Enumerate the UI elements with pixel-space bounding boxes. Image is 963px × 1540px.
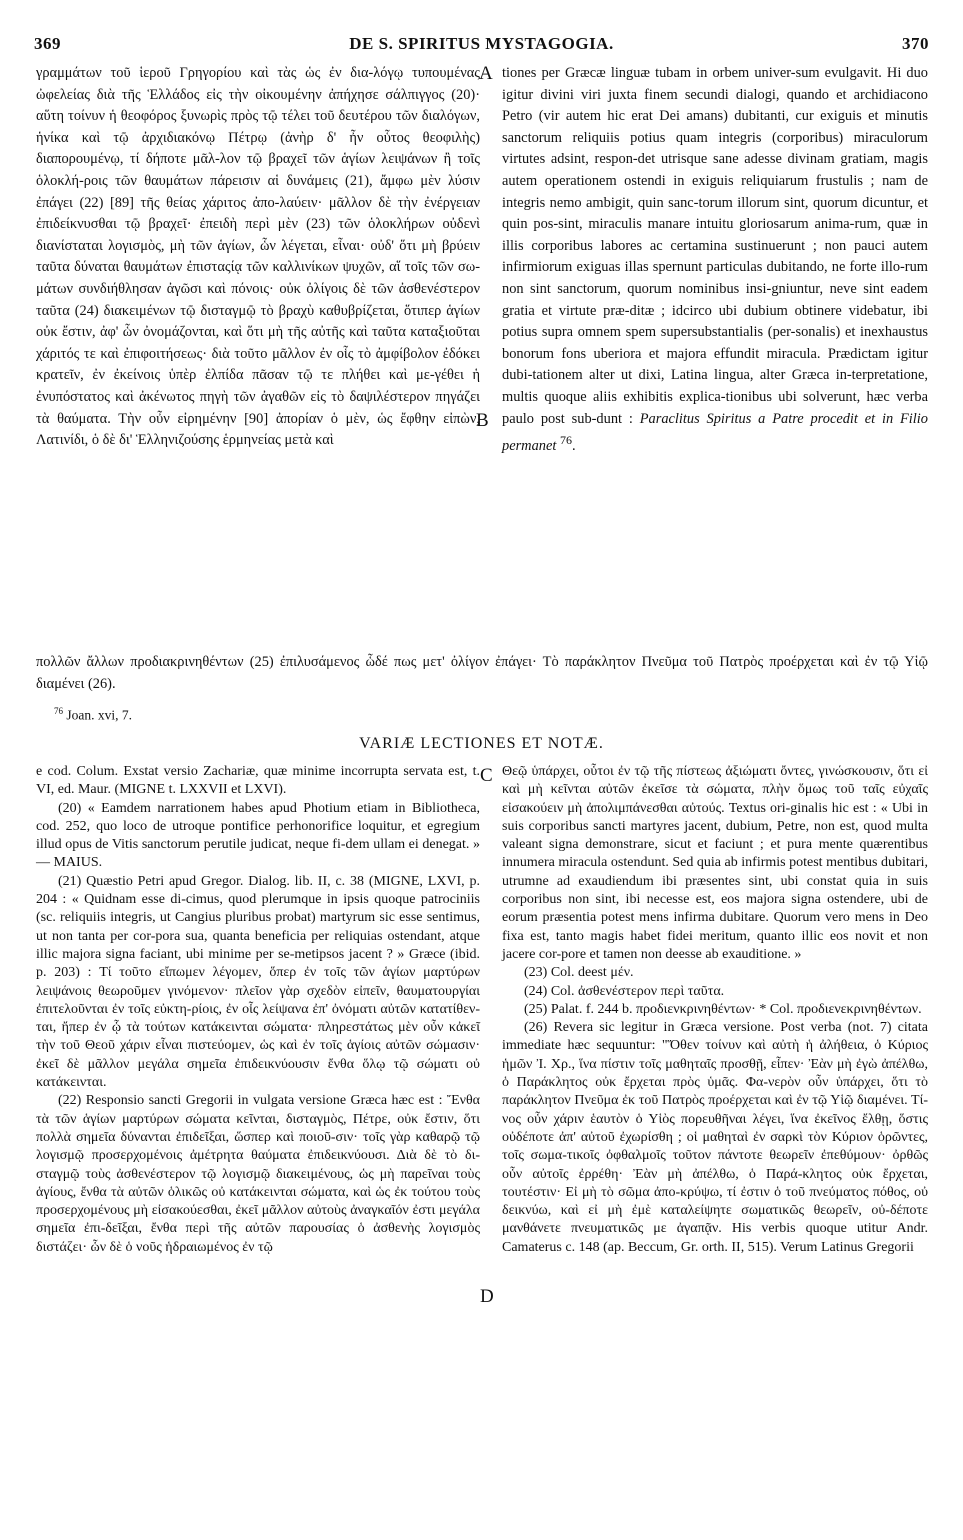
margin-letter-a: A	[479, 63, 493, 84]
running-title: DE S. SPIRITUS MYSTAGOGIA.	[349, 34, 614, 53]
greek-span-text: πολλῶν ἄλλων προδιακρινηθέντων (25) ἐπιλυσάμενος ὧδέ πως μετ' ὀλίγον ἐπάγει· Τὸ παράκλητον Πνεῦμα τοῦ Πατρὸς προέρχεται καὶ ἐν τῷ Υἱῷ διαμένει (26).	[36, 654, 928, 692]
footnote	[54, 706, 132, 724]
latin-footnote-ref: 76	[559, 433, 572, 448]
note-paragraph: (23) Col. deest μέν.	[524, 965, 634, 981]
latin-text	[502, 63, 928, 457]
latin-column-top	[502, 63, 928, 457]
latin-text-main: tiones per Græcæ linguæ tubam in orbem univer-sum evulgavit. Hi duo igitur divini viri juxta finem secundi dialogi, quando et archidiacono Petro (vir autem hic erat Dei amans) dubitanti, cur exiguis et minutis sanctorum reliquiis potius quam integris (corporibus) miraculorum virtutes adsint, respon-det utrisque sane adesse divinam gratiam, magis autem operationem ostendi in exiguis reliquiarum frustulis ; nam de integris nemo ambigit, quin sanc-torum illorum sint, quorum dicuntur, et quin pos-sint, miraculis manare intuitu gloriosarum anima-rum, quæ in illis corporibus labores ac certamina sustinuerunt ; non pauci autem infirmiorum exiguas illas spernunt particulas dubitando, ne forte illo-rum non sint sanctorum, quorum nominibus insi-gniuntur, neve sint eadem gratia et virtute præ-ditæ ; idcirco ubi dubium obtinere videbatur, ibi potius supra omnem spem supersubstantialis (per-sonalis) et inexhaustus bonorum fons uberiora et majora effundit miracula. Prædictam igitur dubi-tationem alter ut dixi, Latina lingua, alter Græca in-terpretatione, multis quoque aliis exhibitis explica-tionibus ubi solverunt, hæc verba paulo post sub-dunt :	[502, 65, 928, 427]
note-paragraph: (26) Revera sic legitur in Græca versione. Post verba (not. 7) citata immediate hæc sequuntur: "Ὅθεν τοίνυν καὶ αὐτὴ ἡ ἀλήθεια, ὁ Κύριος ἡμῶν Ἰ. Χρ., ἵνα πίστιν τοῖς μαθηταῖς προσθῇ, εἶπεν· Ἐὰν μὴ ἐγὼ ἀπέλθω, ὁ Παράκλητος οὐκ ἔρχεται πρὸς ὑμᾶς. Φα-νερὸν οὖν ὑπάρχει, ὅτι τὸ παράκλητον Πνεῦμα ἐκ τοῦ Πατρὸς προέρχεται καὶ ἐν τῷ Υἱῷ διαμένει. Τί-νος οὖν χάριν ἑαυτὸν ὁ Υἱὸς πορευθῆναι λέγει, ἵνα ἐκεῖνος ἔλθῃ, ὅστις οὐδέποτε ἀπ' αὐτοῦ ἐχωρίσθη ; οἱ μαθηταὶ ἐν σαρκὶ τὸν Κύριον ὁρῶντες, τοῖς σωμα-τικοῖς ὀφθαλμοῖς τοῦτον πάντοτε θεωρεῖν ἐπεθύμουν· ὀρθῶς οὖν αὐτοῖς ἐρρέθη· Ἐὰν μὴ ἀπέλθω, ὁ Παρά-κλητος οὐκ ἔρχεται, τουτέστιν· Εἰ μὴ τὸ σῶμα ἀπο-κρύψω, τί ἐστιν ὁ τοῦ πνεύματος πόθος, οὐ δεικνύω, καὶ εἰ μὴ ἐμὲ καταλείψητε σωματικῶς θεωρεῖν, οὐ-δέποτε μανθάνετε πνευματικῶς με ἀγαπᾷν. His verbis quoque utitur Andr. Camaterus c. 148 (ap. Beccum, Gr. orth. II, 515). Verum Latinus Gregorii	[502, 1020, 928, 1255]
note-paragraph: (20) « Eamdem narrationem habes apud Photium etiam in Bibliotheca, cod. 252, quo loco de utroque pontifice perhonorifice loquitur, et egregium illud opus de Vitis sanctorum perutile judicat, neque fi-dem ullam ei denegat. » — MAIUS.	[36, 800, 480, 871]
greek-text: γραμμάτων τοῦ ἱεροῦ Γρηγορίου καὶ τὰς ὡς ἐν δια-λόγῳ τυπουμένας ὠφελείας διὰ τῆς Ἑλλάδος εἰς τὴν οἰκουμένην ἀπήχησε σάλπιγγος (20)· αὕτη τοίνυν ἡ θεοφόρος ξυνωρὶς πρὸς τῷ τέλει τοῦ δευτέρου τῶν διαλόγων, ἡνίκα καὶ τῷ ἀρχιδιακόνῳ Πέτρῳ (ἀνὴρ δ' ἦν οὗτος θεοφιλὴς) διαπορουμένῳ, τί δήποτε μᾶλ-λον τῷ βραχεῖ τῶν ἁγίων λειψάνων ἢ τοῖς ὁλοκλή-ροις τῶν θαυμάτων πάρεισιν αἱ δυνάμεις (21), ἄμφω μὲν λύσιν ἐπάγει (22) [89] τῆς θείας χάριτος ἀπο-λαύειν· μᾶλλον δὲ τὴν ἐνέργειαν ἐπιδείκνυσθαι τῷ βραχεῖ· ἐπειδὴ περὶ μὲν (23) τῶν ὁλοκλήρων οὐδενὶ διανίσταται λογισμὸς, μὴ τῶν ἁγίων, ὧν λέγεται, εἶναι· οὐδ' ὅτι μὴ βρύειν ταῦτα δύναται θαυμάτων ἐπισταςίᾳ τῶν καλλινίκων ψυχῶν, αἵ τοῖς τῶν σω-μάτων συνδιήθλησαν ἀγῶσι καὶ πόνοις· οὐκ ὀλίγοις δὲ τῶν ἀσθενέστερον ταῦτα (24) διακειμένων τῷ δισταγμῷ τὸ βραχὺ καθυβρίζεται, ὅτιπερ ἁγίων οὐκ ἔστιν, ἀφ' ὧν ὀνομάζονται, καὶ ὅτι μὴ τῆς αὐτῆς καὶ ταῦτα καταξιοῦται χάριτός τε καὶ ἐπιφοιτήσεως· διὰ τοῦτο μᾶλλον ἐν οἷς τὸ ἀμφίβολον ἐδόκει κρατεῖν, ἐν ἐκείνοις ὑπὲρ ἐλπίδα πᾶσαν τῷ τε πλήθει καὶ με-γέθει ἡ ἐνυπόστατος καὶ ἀκένωτος πηγὴ τῶν ἀγαθῶν εἰς τὸ δαψιλέστερον πηγάζει τὰ θαύματα. Τὴν οὖν εἰρημένην [90] ἀπορίαν ὁ μὲν, ὡς ἔφθην εἰπὼν, Λατινίδι, ὁ δὲ δι' Ἑλληνιζούσης ἑρμηνείας μετὰ καὶ	[36, 65, 480, 449]
latin-quote: Paraclitus Spiritus a Patre procedit et in Filio permanet	[502, 410, 929, 454]
margin-letter-b: B	[476, 410, 489, 431]
variae-lectiones-title: VARIÆ LECTIONES ET NOTÆ.	[359, 735, 604, 752]
page-number-left: 369	[34, 34, 61, 53]
margin-letter-c: C	[480, 765, 493, 786]
page-number-right: 370	[902, 34, 929, 53]
greek-full-width-text	[36, 652, 928, 695]
note-paragraph: Θεῷ ὑπάρχει, οὗτοι ἐν τῷ τῆς πίστεως ἀξιώματι ὄντες, γινώσκουσιν, ὅτι εἰ καὶ μὴ κεῖνται αὐτῶν ἐκεῖσε τὰ σώματα, πλὴν ὅμως τοῦ ταῖς εὐχαῖς εἰσακούειν μὴ ἀπολιμπάνεσθαι αὐτούς. Textus ori-ginalis hic est : « Ubi in suis corporibus sancti martyres jacent, dubium, Petre, non est, quod multa valeant signa demonstrare, sicut et faciunt ; et pura mente quærentibus innumera miracula ostendunt. Sed quia ab infirmis potest mentibus dubitari, utrumne ad exaudiendum ibi præsentes sint, ubi constat quia in suis corporibus non sint, ibi necesse est, eos majora signa ostendere, ubi de eorum præsentia potest mens infirma dubitare. Quorum vero mens in Deo fixa est, tanto magis habet fidei meritum, quanto illic eos novit et non jacere cor-pore et tamen non deesse ab exauditione. »	[502, 764, 928, 962]
note-paragraph: (21) Quæstio Petri apud Gregor. Dialog. lib. II, c. 38 (MIGNE, LXVI, p. 204 : « Quidnam esse di-cimus, quod plerumque in ipsis quoque patrociniis (sc. reliquiis integris, ut Cangius pluribus probat) martyrum sic esse sentimus, ut non tanta per cor-pora sua, quanta beneficia per reliquias ostendant, atque illic majora signa faciant, ubi minime per se-metipsos jacent ? » Græce (ibid. p. 203) : Τί τοῦτο εἴπωμεν λέγομεν, ὅπερ ἐν τοῖς τῶν ἁγίων μαρτύρων λειψάνοις θεωροῦμεν γινόμενον· πλεῖον γὰρ σχεδὸν εἰπεῖν, θαυματουργίαι ἐπιτελοῦνται ἐν τοῖς εὐκτη-ρίοις, ἐν οἷς λείψανα ἐπ' ὀνόματι αὐτῶν κατατίθεν-ται, ἤπερ ἐν ᾧ τὰ τούτων κατάκεινται σώματα· πληρεστάτως μὲν οὖν κἀκεῖ τὴν τοῦ Θεοῦ χάριν εἶναι πιστεύομεν, ὡς καὶ ἐν τοῖς ἁγίοις αὐτῶν σώμασιν· ἐκεῖ δὲ μᾶλλον μεγάλα σημεῖα ἐπιδεικνύουσιν ἔνθα ὅλῳ τῷ σώματι οὐ κατάκεινται.	[36, 873, 480, 1091]
notes-column-right	[502, 763, 928, 1257]
footnote-text: Joan. xvi, 7.	[66, 707, 132, 723]
note-paragraph: (25) Palat. f. 244 b. προδιενκρινηθέντων· * Col. προδιενεκρινηθέντων.	[524, 1001, 922, 1017]
running-header	[34, 34, 929, 58]
note-paragraph: e cod. Colum. Exstat versio Zachariæ, quæ minime incorrupta servata est, t. VI, ed. Maur. (MIGNE t. LXXVII et LXVI).	[36, 764, 480, 798]
greek-column-top	[36, 63, 480, 452]
footnote-number: 76	[54, 706, 63, 716]
note-paragraph: (24) Col. ἀσθενέστερον περὶ ταῦτα.	[524, 983, 725, 999]
latin-text-end: .	[571, 437, 576, 454]
margin-letter-d: D	[480, 1286, 494, 1307]
notes-column-left	[36, 763, 480, 1257]
note-paragraph: (22) Responsio sancti Gregorii in vulgata versione Græca hæc est : Ἔνθα τὰ τῶν ἁγίων μαρτύρων σώματα κεῖνται, δισταγμὸς, Πέτρε, οὐκ ἔστιν, ὅτι πολλὰ σημεῖα δύνανται ἐπιδεῖξαι, ὥσπερ καὶ ποιοῦ-σιν· τοῖς γὰρ καθαρῷ τῷ λογισμῷ προσερχομένοις ἀμέτρητα θαύματα ἐπιδεικνύουσι. Διὰ δὲ τὸ δι-σταγμῷ τοὺς ἀσθενέστερον τῷ λογισμῷ διακειμένους, ὡς μὴ παρεῖναι τοὺς ἁγίους, ἔνθα τὰ αὐτῶν ὁλικῶς οὐ κατάκεινται σώματα, καὶ ὡς ἐκ τούτου τοὺς προσερχομένους μὴ εἰσακούεσθαι, ἐκεῖ μᾶλλον αὐτοὺς ἀναγκαῖόν ἐστι μεγάλα σημεῖα ἐπι-δεῖξαι, ἔνθα περὶ τῆς αὐτῶν παρουσίας ὁ ἀσθενὴς λογισμὸς διστάζει· ὧν δὲ ὁ νοῦς ἡδραιωμένος ἐν τῷ	[36, 1093, 480, 1255]
